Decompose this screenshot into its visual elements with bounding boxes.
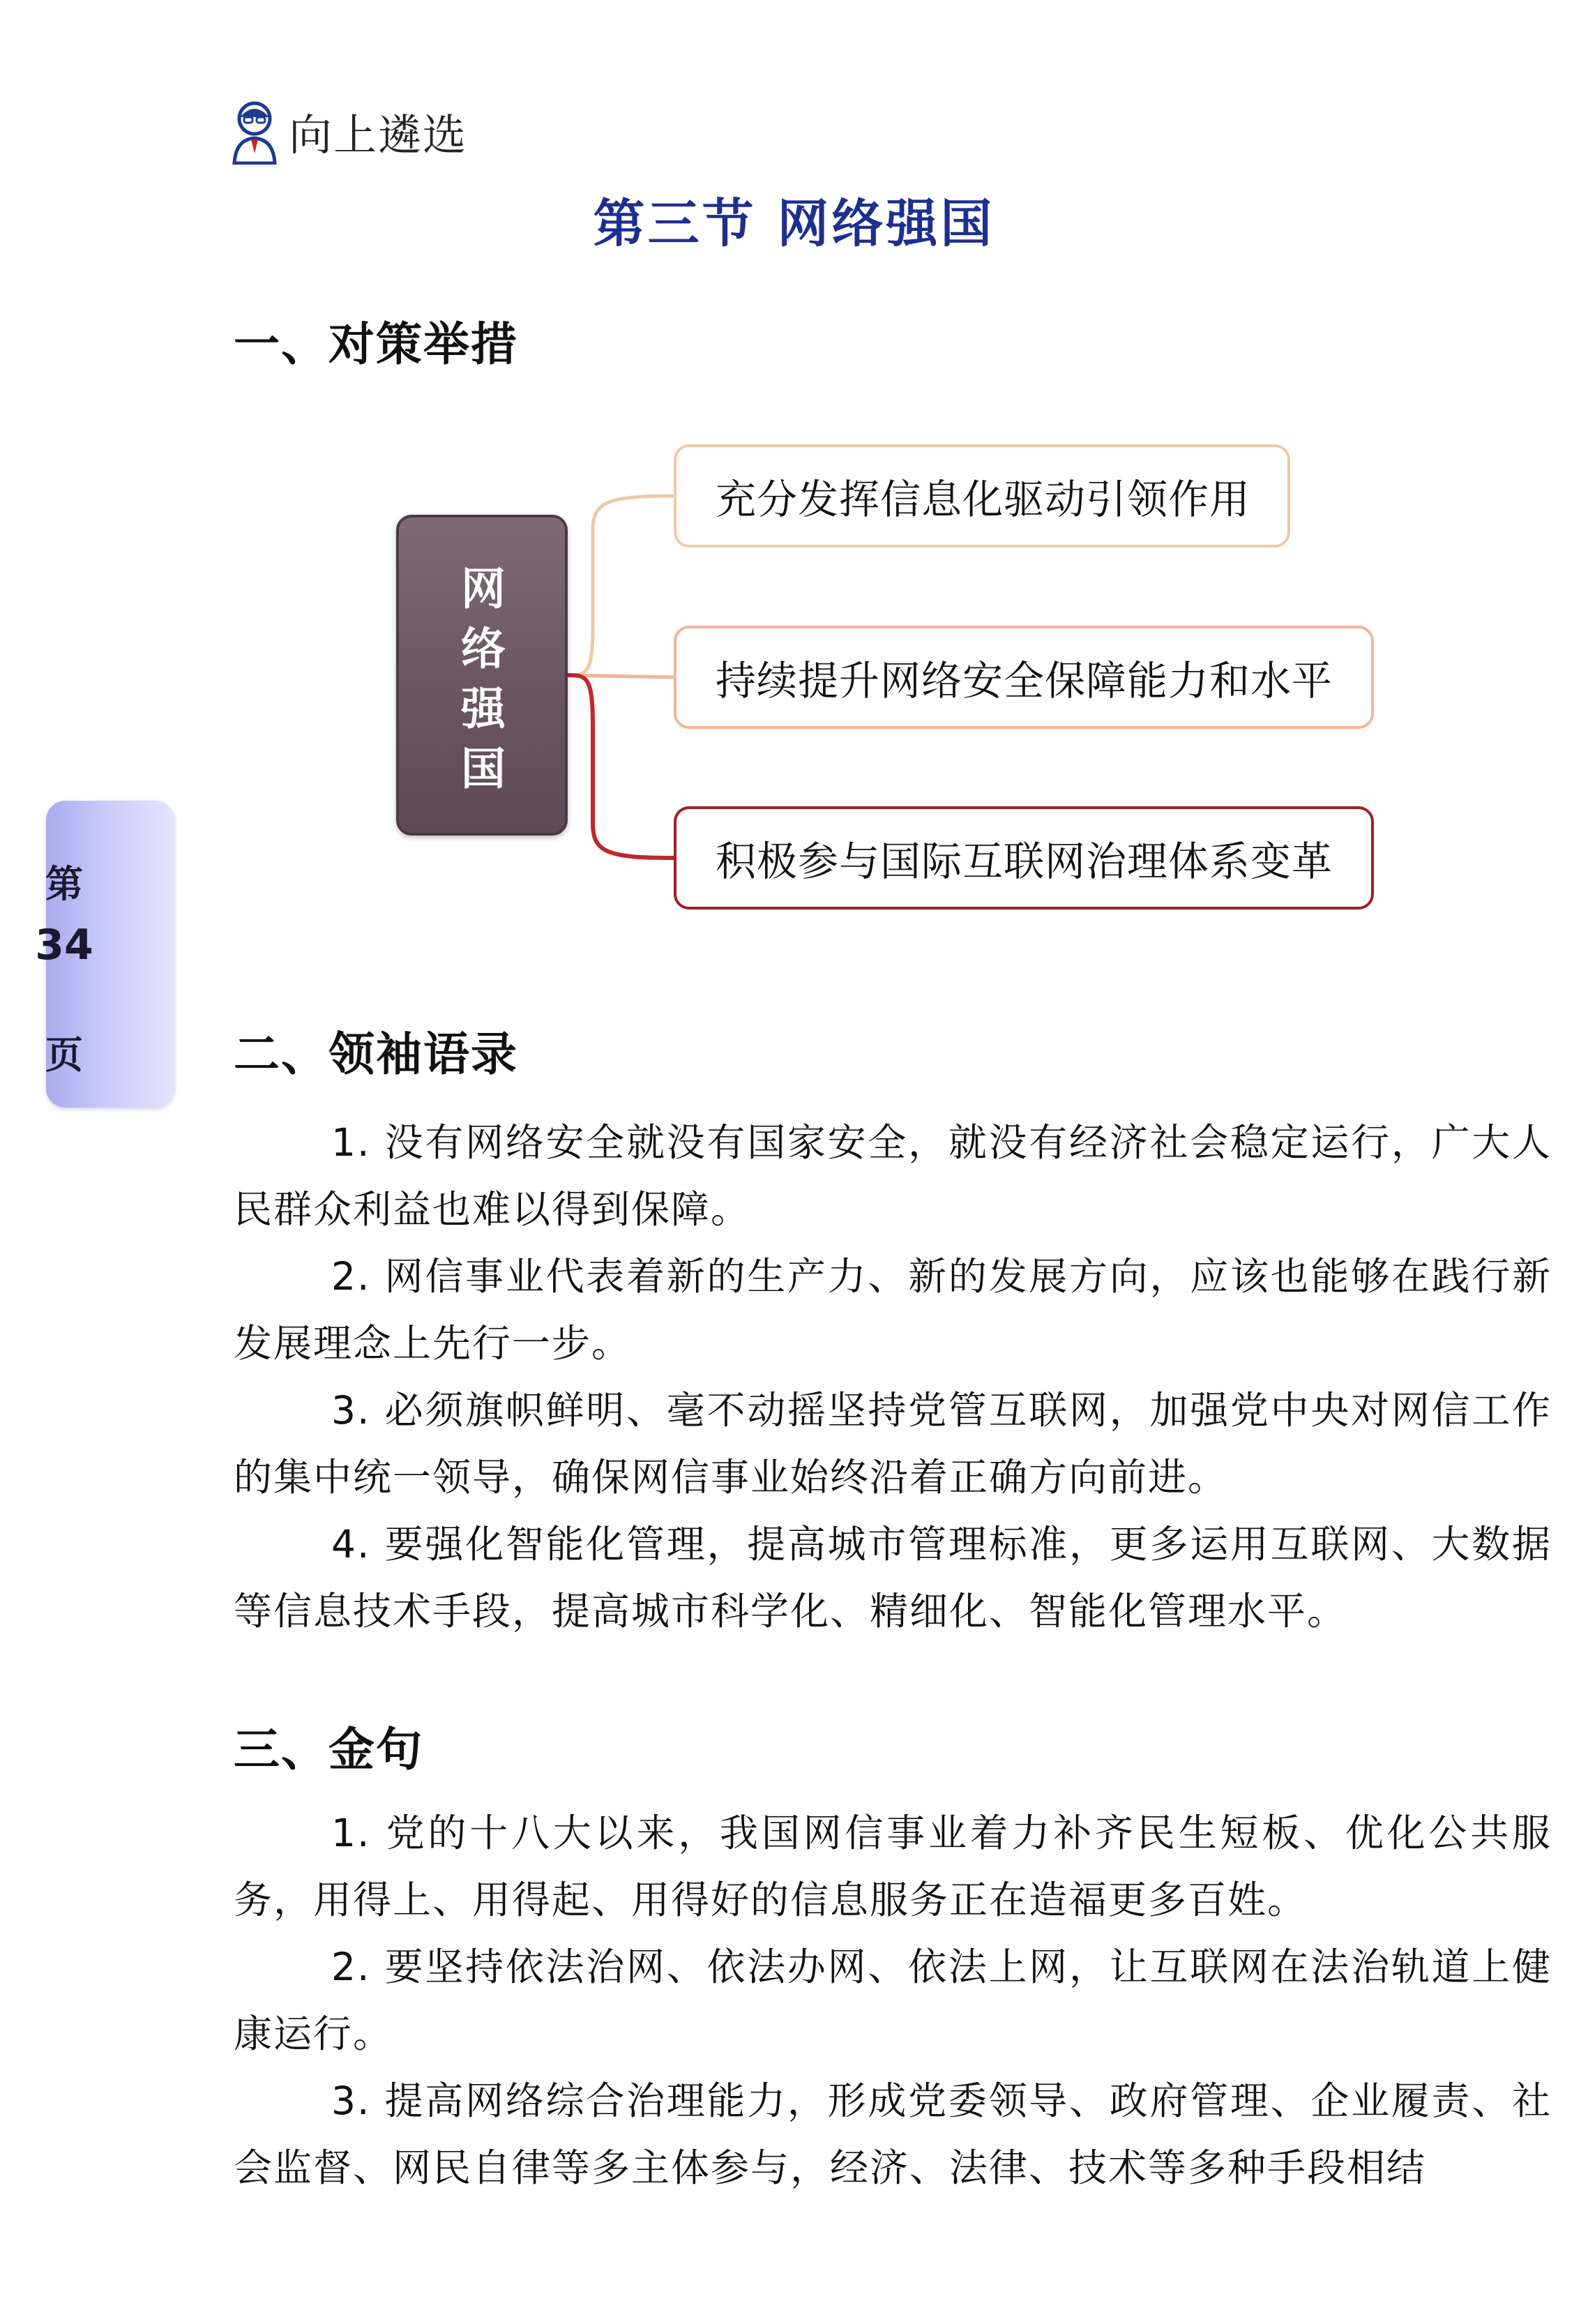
quote-paragraph: 4. 要强化智能化管理，提高城市管理标准，更多运用互联网、大数据等信息技术手段，提高城市科学化、精细化、智能化管理水平。 — [234, 1522, 1552, 1633]
golden-sentence-paragraph: 3. 提高网络综合治理能力，形成党委领导、政府管理、企业履责、社会监督、网民自律等多主体参与，经济、法律、技术等多种手段相结 — [234, 2078, 1552, 2190]
mindmap-root — [396, 515, 568, 836]
heading-leader-quotes: 二、领袖语录 — [234, 1027, 518, 1081]
mindmap-node-security: 持续提升网络安全保障能力和水平 — [674, 626, 1374, 729]
page-tab-number: 34 — [35, 921, 93, 969]
page-tab-prefix: 第 — [45, 862, 83, 906]
brand-name: 向上遴选 — [289, 109, 468, 160]
heading-measures: 一、对策举措 — [234, 317, 518, 371]
heading-golden-sentences: 三、金句 — [234, 1723, 423, 1776]
section-title: 第三节 网络强国 — [593, 194, 995, 254]
quote-paragraph: 1. 没有网络安全就没有国家安全，就没有经济社会稳定运行，广大人民群众利益也难以得到保障。 — [234, 1120, 1552, 1232]
mindmap-node-informatization: 充分发挥信息化驱动引领作用 — [674, 444, 1290, 548]
connector-top — [568, 496, 674, 675]
quote-paragraph: 3. 必须旗帜鲜明、毫不动摇坚持党管互联网，加强党中央对网信工作的集中统一领导，确保网信事业始终沿着正确方向前进。 — [234, 1388, 1552, 1500]
mindmap-root-label: 网络强国 — [453, 565, 505, 805]
quote-paragraph: 2. 网信事业代表着新的生产力、新的发展方向，应该也能够在践行新发展理念上先行一步。 — [234, 1254, 1552, 1366]
golden-sentence-paragraph: 1. 党的十八大以来，我国网信事业着力补齐民生短板、优化公共服务，用得上、用得起、用得好的信息服务正在造福更多百姓。 — [234, 1811, 1552, 1922]
connector-bottom — [568, 675, 674, 858]
golden-sentence-paragraph: 2. 要坚持依法治网、依法办网、依法上网，让互联网在法治轨道上健康运行。 — [234, 1945, 1552, 2056]
mindmap-node-governance: 积极参与国际互联网治理体系变革 — [674, 806, 1374, 910]
page-tab-suffix: 页 — [45, 1033, 83, 1077]
